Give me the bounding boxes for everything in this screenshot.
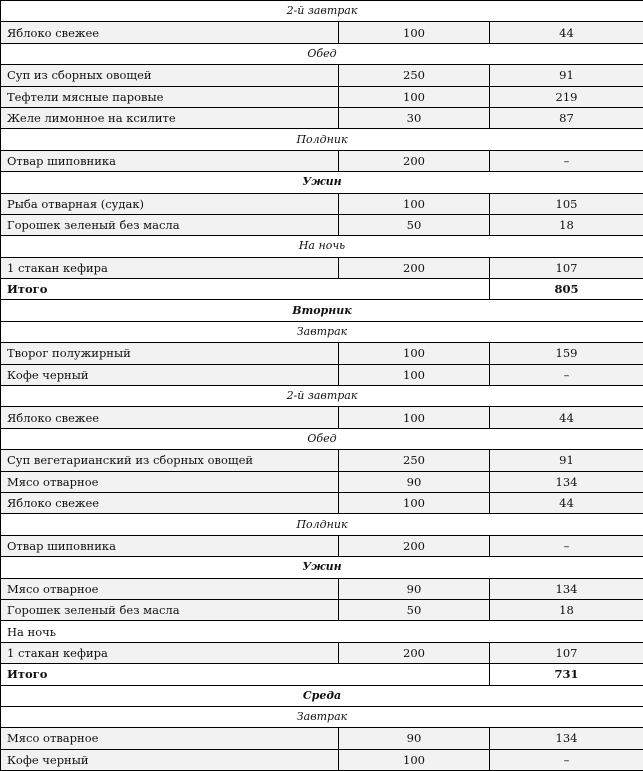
food-name: Горошек зеленый без масла [1,214,339,235]
food-item-row [1,749,643,770]
total-label: Итого [1,664,490,685]
day-header-row [1,300,643,321]
food-item-row [1,578,643,599]
food-item-row [1,343,643,364]
meal-section-row [1,428,643,449]
food-kcal: 107 [490,642,643,663]
food-kcal: 18 [490,214,643,235]
meal-section-row [1,621,643,642]
food-weight: 50 [339,599,490,620]
food-item-row [1,257,643,278]
food-weight: 90 [339,578,490,599]
day-label: Среда [1,685,643,706]
food-weight: 100 [339,86,490,107]
food-name: Творог полужирный [1,343,339,364]
food-item-row [1,535,643,556]
food-weight: 90 [339,728,490,749]
food-name: Отвар шиповника [1,150,339,171]
food-weight: 50 [339,214,490,235]
food-name: Мясо отварное [1,578,339,599]
food-kcal: 107 [490,257,643,278]
food-weight: 200 [339,150,490,171]
food-kcal: 134 [490,728,643,749]
food-weight: 250 [339,450,490,471]
food-item-row [1,492,643,513]
food-item-row [1,214,643,235]
food-name: Желе лимонное на ксилите [1,107,339,128]
day-label: Вторник [1,300,643,321]
food-weight: 100 [339,22,490,43]
food-name: Отвар шиповника [1,535,339,556]
food-item-row [1,65,643,86]
meal-section-label: Ужин [1,557,643,578]
food-item-row [1,22,643,43]
meal-section-label: Завтрак [1,706,643,727]
food-weight: 100 [339,492,490,513]
meal-section-row [1,557,643,578]
food-weight: 30 [339,107,490,128]
food-name: 1 стакан кефира [1,642,339,663]
meal-section-label: Завтрак [1,321,643,342]
food-item-row [1,642,643,663]
food-kcal: 159 [490,343,643,364]
food-item-row [1,599,643,620]
food-name: Мясо отварное [1,471,339,492]
food-name: Яблоко свежее [1,22,339,43]
food-name: Яблоко свежее [1,492,339,513]
food-name: Яблоко свежее [1,407,339,428]
food-item-row [1,150,643,171]
meal-section-row [1,706,643,727]
food-kcal: – [490,535,643,556]
meal-section-row [1,129,643,150]
meal-section-label: Обед [1,43,643,64]
food-kcal: – [490,749,643,770]
meal-section-label: На ночь [1,236,643,257]
food-weight: 200 [339,535,490,556]
food-weight: 200 [339,642,490,663]
meal-section-label: На ночь [1,621,643,642]
meal-section-label: 2-й завтрак [1,386,643,407]
food-name: Суп вегетарианский из сборных овощей [1,450,339,471]
menu-table-body [1,1,643,771]
meal-section-row [1,1,643,22]
meal-section-label: Полдник [1,129,643,150]
food-item-row [1,450,643,471]
meal-section-row [1,172,643,193]
food-kcal: 134 [490,471,643,492]
food-kcal: 87 [490,107,643,128]
food-name: 1 стакан кефира [1,257,339,278]
day-header-row [1,685,643,706]
food-weight: 100 [339,364,490,385]
total-label: Итого [1,279,490,300]
food-name: Мясо отварное [1,728,339,749]
food-kcal: 105 [490,193,643,214]
food-item-row [1,107,643,128]
meal-section-row [1,321,643,342]
food-kcal: 44 [490,492,643,513]
food-kcal: 219 [490,86,643,107]
food-weight: 100 [339,343,490,364]
meal-section-label: Ужин [1,172,643,193]
total-kcal: 731 [490,664,643,685]
food-kcal: 134 [490,578,643,599]
food-kcal: – [490,150,643,171]
food-weight: 100 [339,193,490,214]
food-weight: 100 [339,407,490,428]
food-kcal: 44 [490,407,643,428]
food-kcal: 91 [490,450,643,471]
total-row [1,279,643,300]
meal-section-row [1,514,643,535]
food-name: Кофе черный [1,364,339,385]
total-kcal: 805 [490,279,643,300]
food-item-row [1,364,643,385]
food-item-row [1,728,643,749]
food-item-row [1,471,643,492]
food-kcal: 18 [490,599,643,620]
meal-section-label: Обед [1,428,643,449]
food-item-row [1,86,643,107]
food-kcal: 44 [490,22,643,43]
food-weight: 100 [339,749,490,770]
meal-section-label: Полдник [1,514,643,535]
food-name: Тефтели мясные паровые [1,86,339,107]
meal-section-row [1,236,643,257]
food-item-row [1,193,643,214]
food-weight: 250 [339,65,490,86]
food-name: Рыба отварная (судак) [1,193,339,214]
total-row [1,664,643,685]
food-name: Кофе черный [1,749,339,770]
food-name: Суп из сборных овощей [1,65,339,86]
food-kcal: 91 [490,65,643,86]
food-kcal: – [490,364,643,385]
food-weight: 90 [339,471,490,492]
food-item-row [1,407,643,428]
food-weight: 200 [339,257,490,278]
meal-section-row [1,43,643,64]
food-name: Горошек зеленый без масла [1,599,339,620]
meal-section-row [1,386,643,407]
meal-section-label: 2-й завтрак [1,1,643,22]
